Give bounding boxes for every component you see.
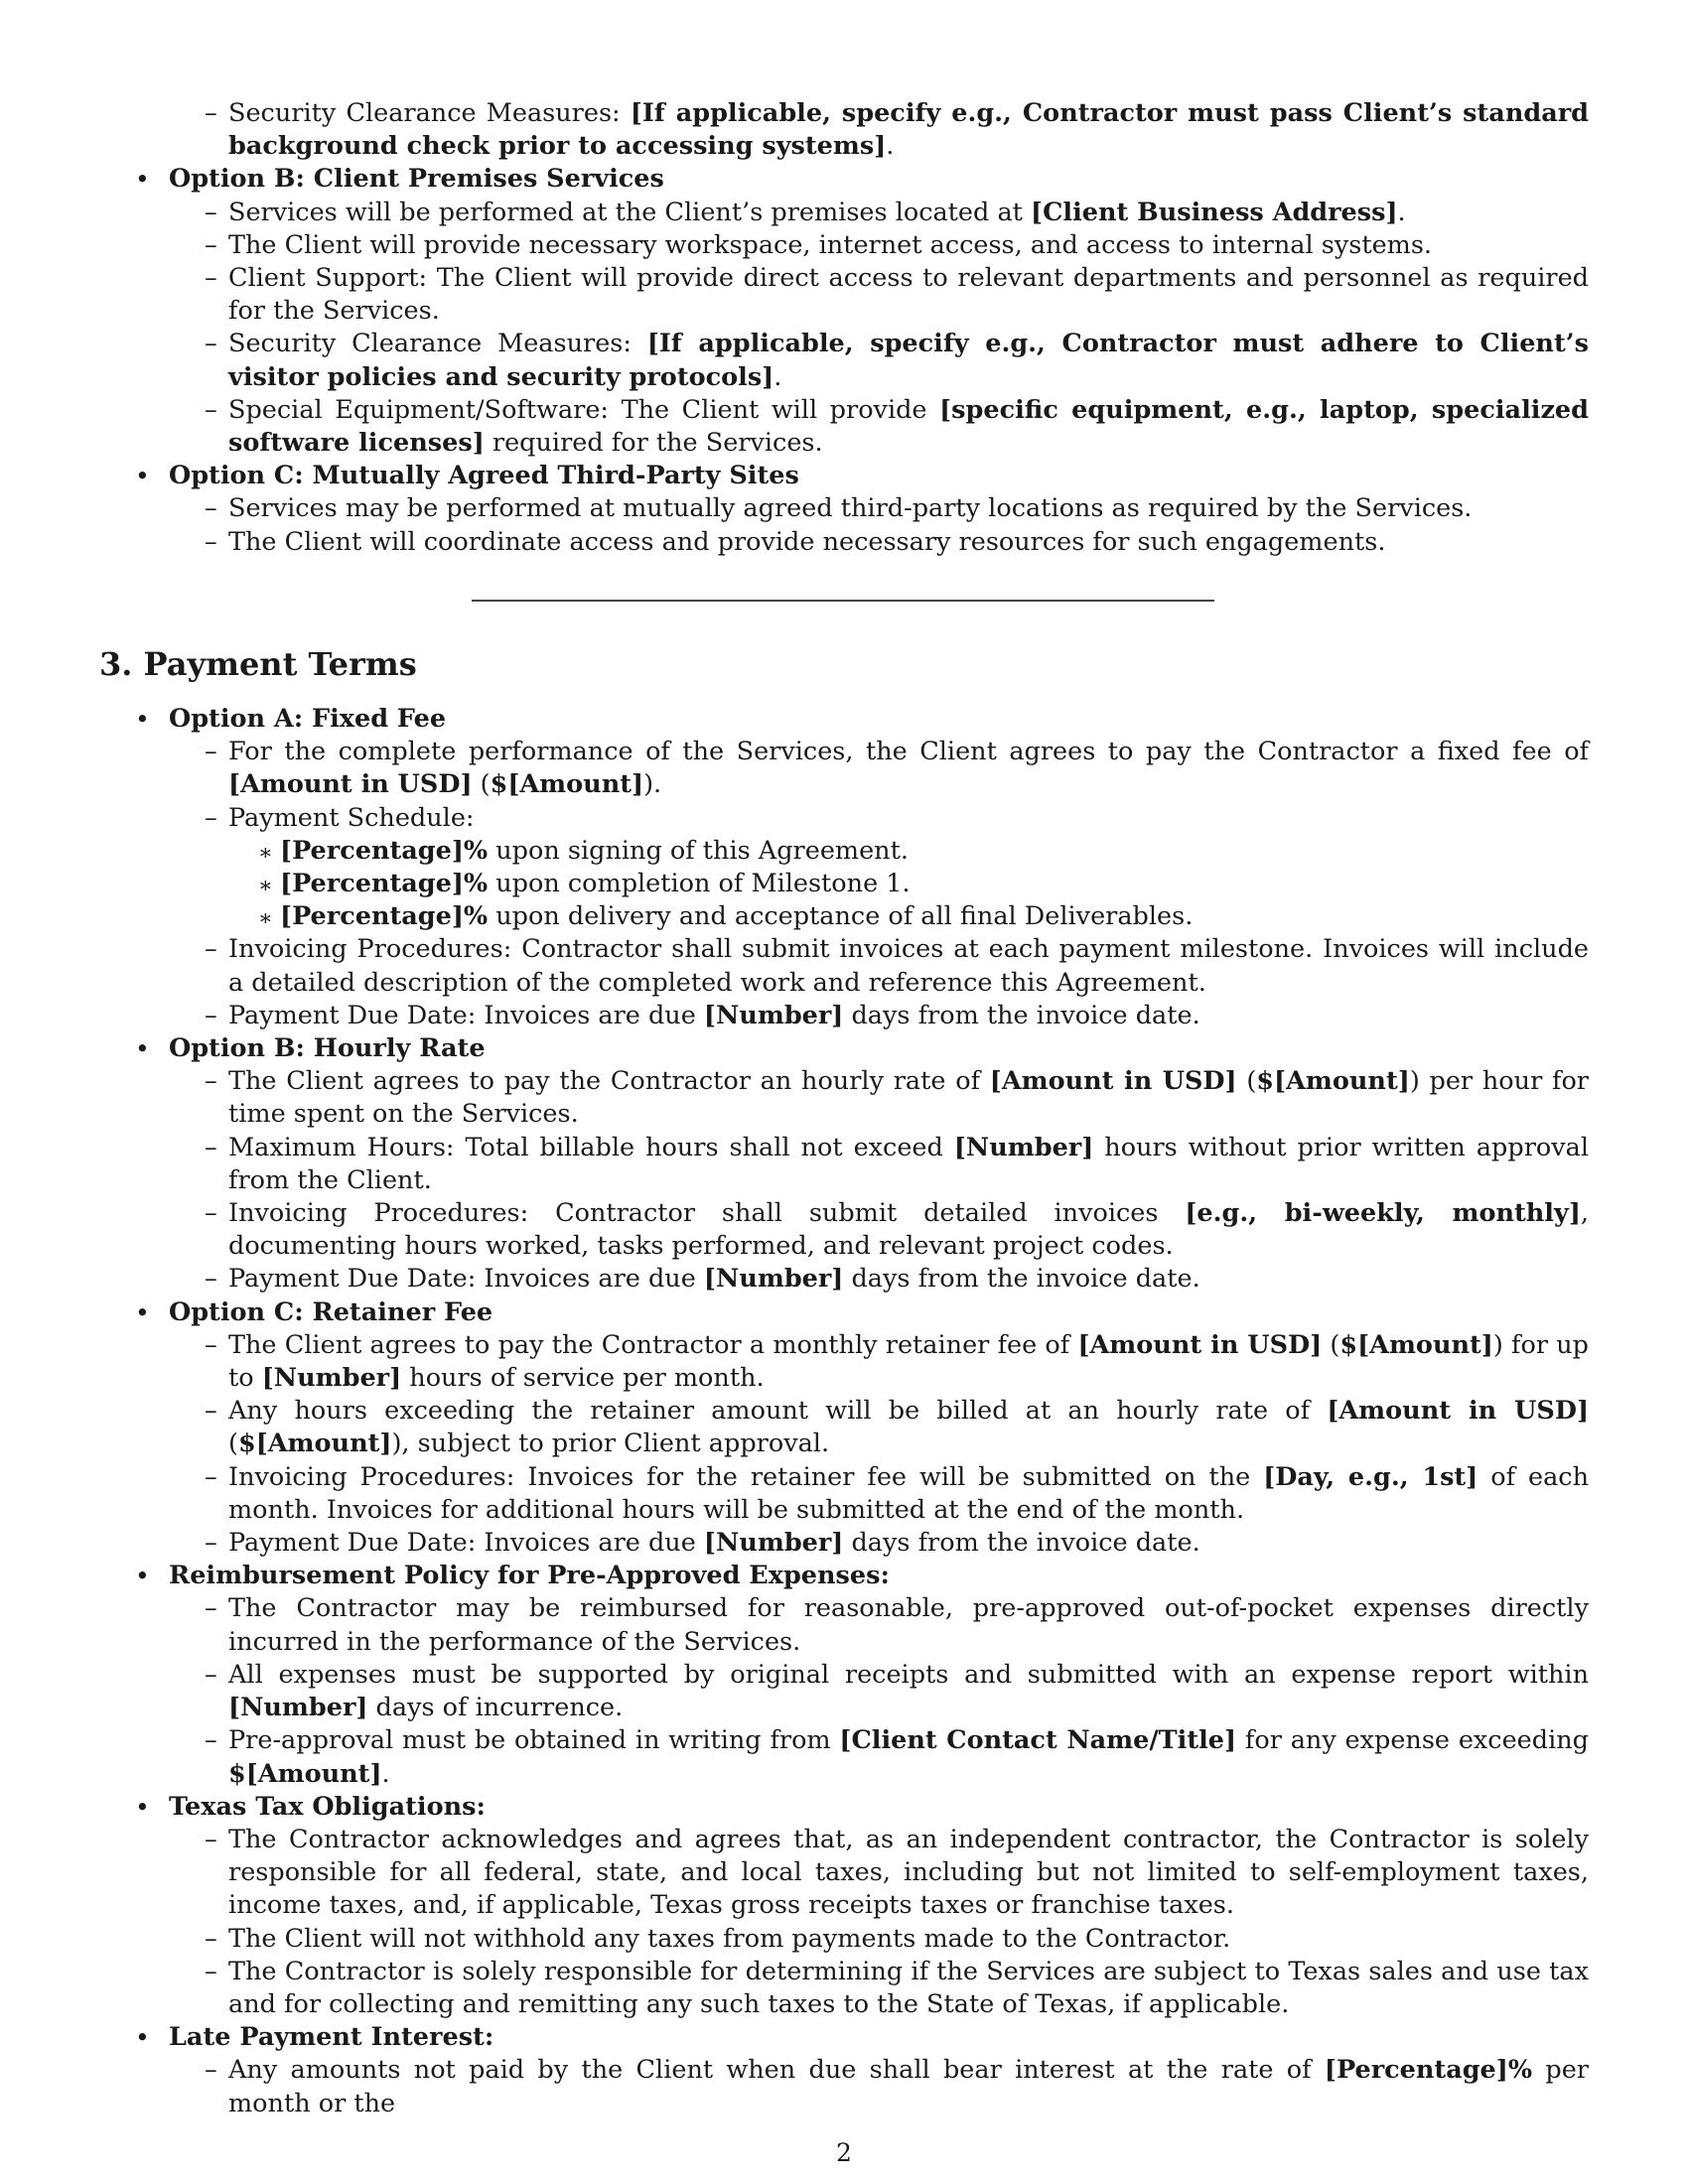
list-item: – Payment Due Date: Invoices are due [Number] days from the invoice date. [169,1527,1589,1560]
bullet-marker: • [135,1562,150,1591]
list-item: – Services may be performed at mutually agreed third-party locations as required by the Services. [169,492,1589,525]
dash-marker: – [205,263,217,294]
list-item: – Client Support: The Client will provide direct access to relevant departments and personnel as required for the Services. [205,263,1589,327]
option-title: Option C: Mutually Agreed Third-Party Sites [169,461,799,491]
list-item: – Payment Schedule: ∗ [Percentage]% upon signing of this Agreement. ∗ [Percentage]% upon completion of Milestone 1. ∗ [Percentage]% upon delivery and acceptance of all final Deliverables. [169,802,1589,934]
list-item: – Pre-approval must be obtained in writing from [Client Contact Name/Title] for any expense exceeding $[Amount]. [205,1725,1589,1789]
dash-marker: – [205,197,217,227]
option-item [99,1560,1589,1790]
dash-marker: – [205,98,217,128]
option-title: Option B: Hourly Rate [169,1033,486,1064]
list-item: – Invoicing Procedures: Contractor shall submit invoices at each payment milestone. Invoices will include a detailed description of the completed work and reference this Agreement. [205,934,1589,998]
list-item: – The Client will coordinate access and provide necessary resources for such engagements. [169,526,1589,559]
star-marker: ∗ [258,840,273,866]
option-title: Option C: Retainer Fee [169,1297,493,1327]
star-marker: ∗ [258,874,273,899]
dash-marker: – [205,1396,217,1427]
option-title: Late Payment Interest: [169,2022,494,2053]
list-item: – Any hours exceeding the retainer amount will be billed at an hourly rate of [Amount in USD] ($[Amount]), subject to prior Client approval. [205,1396,1590,1459]
page-number: 2 [836,2138,852,2167]
option-item [99,460,1589,559]
dash-marker: – [205,493,217,524]
bullet-marker: • [135,1034,150,1064]
dash-marker: – [205,1593,217,1624]
dash-marker: – [205,1528,217,1559]
dash-marker: – [205,1659,217,1690]
section-3-heading: 3. Payment Terms [99,645,417,683]
dash-marker: – [205,329,217,359]
option-item [99,163,1589,460]
bullet-marker: • [135,1297,150,1327]
dash-marker: – [205,1264,217,1295]
list-item: – Special Equipment/Software: The Client will provide [specific equipment, e.g., laptop, specialized software licenses] required for the Services. [205,394,1589,459]
list-item: – For the complete performance of the Services, the Client agrees to pay the Contractor a fixed fee of [Amount in USD] ($[Amount]). [205,737,1589,800]
option-item [99,1297,1589,1561]
option-title: Reimbursement Policy for Pre-Approved Expenses: [169,1561,890,1591]
dash-marker: – [205,1461,217,1492]
dash-marker: – [205,394,217,425]
list-item: – All expenses must be supported by original receipts and submitted with an expense report within [Number] days of incurrence. [205,1659,1589,1723]
list-item: – The Client agrees to pay the Contractor a monthly retainer fee of [Amount in USD] ($[Amount]) for up to [Number] hours of service per month. [205,1329,1589,1394]
section-divider [472,600,1214,602]
section-2-continuation [99,97,1589,559]
list-item: – Invoicing Procedures: Contractor shall submit detailed invoices [e.g., bi-weekly, monthly], documenting hours worked, tasks performed, and relevant project codes. [205,1198,1589,1262]
list-item: – The Contractor acknowledges and agrees that, as an independent contractor, the Contractor is solely responsible for all federal, state, and local taxes, including but not limited to self-employment taxes, income taxes, and, if applicable, Texas gross receipts taxes or franchise taxes. [205,1824,1589,1921]
list-item: – The Client will not withhold any taxes from payments made to the Contractor. [169,1923,1589,1956]
dash-marker: – [205,737,217,767]
option-item [99,2021,1589,2120]
list-item: – The Client will provide necessary workspace, internet access, and access to internal systems. [169,229,1589,262]
list-item: – The Contractor is solely responsible for determining if the Services are subject to Texas sales and use tax and for collecting and remitting any such taxes to the State of Texas, if applicable. [205,1956,1589,2019]
section-3-payment-terms [99,703,1589,2120]
bullet-marker: • [135,462,150,491]
dash-marker: – [205,1329,217,1360]
list-item: – The Contractor may be reimbursed for reasonable, pre-approved out-of-pocket expenses directly incurred in the performance of the Services. [205,1593,1589,1657]
dash-marker: – [205,1198,217,1229]
option-item [99,703,1589,1032]
dash-marker: – [205,802,217,833]
section-2-options [99,163,1589,558]
option-item [99,1791,1589,2021]
dash-marker: – [205,1132,217,1162]
list-item: – Security Clearance Measures: [If applicable, specify e.g., Contractor must adhere to Client’s visitor policies and security protocols]. [205,329,1589,392]
star-marker: ∗ [258,906,273,932]
list-item: – Services will be performed at the Client’s premises located at [Client Business Address]. [169,197,1589,229]
option-title: Option B: Client Premises Services [169,164,664,195]
dash-marker: – [205,934,217,965]
option-title: Option A: Fixed Fee [169,704,447,734]
bullet-marker: • [135,2023,150,2053]
schedule-item: ∗ [Percentage]% upon signing of this Agreement. [228,835,1589,868]
dash-marker: – [205,1725,217,1756]
dash-marker: – [205,1923,217,1954]
list-item: – Any amounts not paid by the Client when due shall bear interest at the rate of [Percentage]% per month or the [205,2055,1589,2118]
list-item: – Security Clearance Measures: [If applicable, specify e.g., Contractor must pass Client’s standard background check prior to accessing systems]. [205,98,1589,162]
option-item [99,1032,1589,1297]
list-item: – Invoicing Procedures: Invoices for the retainer fee will be submitted on the [Day, e.g., 1st] of each month. Invoices for additional hours will be submitted at the end of the month. [205,1461,1589,1525]
dash-marker: – [205,2055,217,2086]
list-item: – Payment Due Date: Invoices are due [Number] days from the invoice date. [169,1263,1589,1296]
dash-marker: – [205,229,217,260]
list-item: – Payment Due Date: Invoices are due [Number] days from the invoice date. [169,1000,1589,1032]
schedule-item: ∗ [Percentage]% upon completion of Milestone 1. [228,868,1589,900]
bullet-marker: • [135,1792,150,1822]
continued-option [99,97,1589,163]
bullet-marker: • [135,705,150,734]
dash-marker: – [205,1066,217,1097]
dash-marker: – [205,526,217,557]
dash-marker: – [205,1824,217,1854]
option-title: Texas Tax Obligations: [169,1791,486,1822]
dash-marker: – [205,1000,217,1030]
list-item: – Maximum Hours: Total billable hours shall not exceed [Number] hours without prior written approval from the Client. [205,1132,1589,1195]
dash-marker: – [205,1956,217,1986]
schedule-item: ∗ [Percentage]% upon delivery and acceptance of all final Deliverables. [228,900,1589,933]
bullet-marker: • [135,165,150,195]
list-item: – The Client agrees to pay the Contractor an hourly rate of [Amount in USD] ($[Amount]) per hour for time spent on the Services. [205,1066,1589,1130]
